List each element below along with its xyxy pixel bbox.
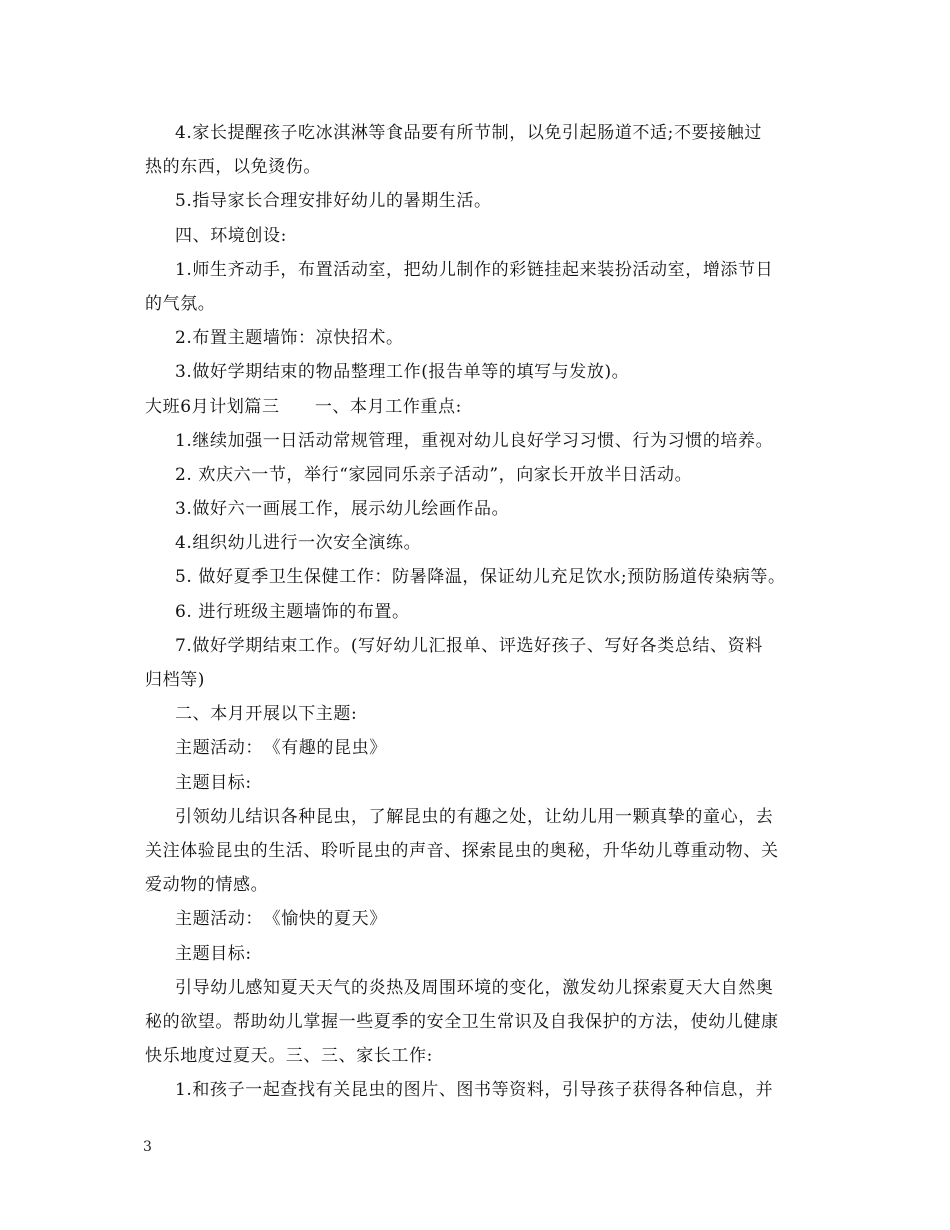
text-line: 引领幼儿结识各种昆虫，了解昆虫的有趣之处，让幼儿用一颗真挚的童心，去 bbox=[175, 806, 774, 827]
text-line: 的气氛。 bbox=[145, 293, 216, 314]
text-line: 归档等) bbox=[145, 670, 206, 690]
text-line: 秘的欲望。帮助幼儿掌握一些夏季的安全卫生常识及自我保护的方法，使幼儿健康 bbox=[145, 1011, 779, 1032]
text-line: 6. 进行班级主题墙饰的布置。 bbox=[175, 601, 410, 622]
text-line: 主题活动： 《愉快的夏天》 bbox=[175, 909, 387, 930]
text-line: 1.继续加强一日活动常规管理，重视对幼儿良好学习习惯、行为习惯的培养。 bbox=[175, 430, 774, 451]
text-line: 关注体验昆虫的生活、聆听昆虫的声音、探索昆虫的奥秘，升华幼儿尊重动物、关 bbox=[145, 840, 779, 861]
text-line: 3.做好学期结束的物品整理工作(报告单等的填写与发放)。 bbox=[175, 362, 630, 383]
text-line: 5. 做好夏季卫生保健工作：防暑降温，保证幼儿充足饮水;预防肠道传染病等。 bbox=[175, 567, 786, 588]
text-line: 5.指导家长合理安排好幼儿的暑期生活。 bbox=[175, 191, 492, 212]
document-body bbox=[145, 116, 825, 1107]
text-line: 主题目标: bbox=[175, 943, 252, 964]
text-line: 爱动物的情感。 bbox=[145, 875, 269, 896]
text-line: 2.布置主题墙饰：凉快招术。 bbox=[175, 328, 404, 349]
text-line: 快乐地度过夏天。三、三、家长工作: bbox=[145, 1046, 433, 1067]
text-line: 1.师生齐动手，布置活动室，把幼儿制作的彩链挂起来装扮活动室，增添节日 bbox=[175, 259, 774, 280]
text-line: 引导幼儿感知夏天天气的炎热及周围环境的变化，激发幼儿探索夏天大自然奥 bbox=[175, 977, 774, 998]
page-number: 3 bbox=[143, 1139, 152, 1155]
text-line: 主题活动： 《有趣的昆虫》 bbox=[175, 738, 387, 759]
text-line: 大班6月计划篇三 一、本月工作重点: bbox=[145, 396, 462, 417]
text-line: 4.家长提醒孩子吃冰淇淋等食品要有所节制，以免引起肠道不适;不要接触过 bbox=[175, 123, 762, 143]
text-line: 7.做好学期结束工作。(写好幼儿汇报单、评选好孩子、写好各类总结、资料 bbox=[175, 635, 763, 656]
text-line: 1.和孩子一起查找有关昆虫的图片、图书等资料，引导孩子获得各种信息，并 bbox=[175, 1080, 774, 1101]
text-line: 二、本月开展以下主题: bbox=[175, 704, 358, 725]
text-line: 2. 欢庆六一节，举行“家园同乐亲子活动”，向家长开放半日活动。 bbox=[175, 464, 693, 485]
text-line: 3.做好六一画展工作，展示幼儿绘画作品。 bbox=[175, 499, 510, 520]
text-line: 四、环境创设: bbox=[175, 225, 287, 246]
text-line: 热的东西，以免烫伤。 bbox=[145, 157, 321, 178]
text-line: 4.组织幼儿进行一次安全演练。 bbox=[175, 533, 422, 554]
text-line: 主题目标: bbox=[175, 772, 252, 793]
